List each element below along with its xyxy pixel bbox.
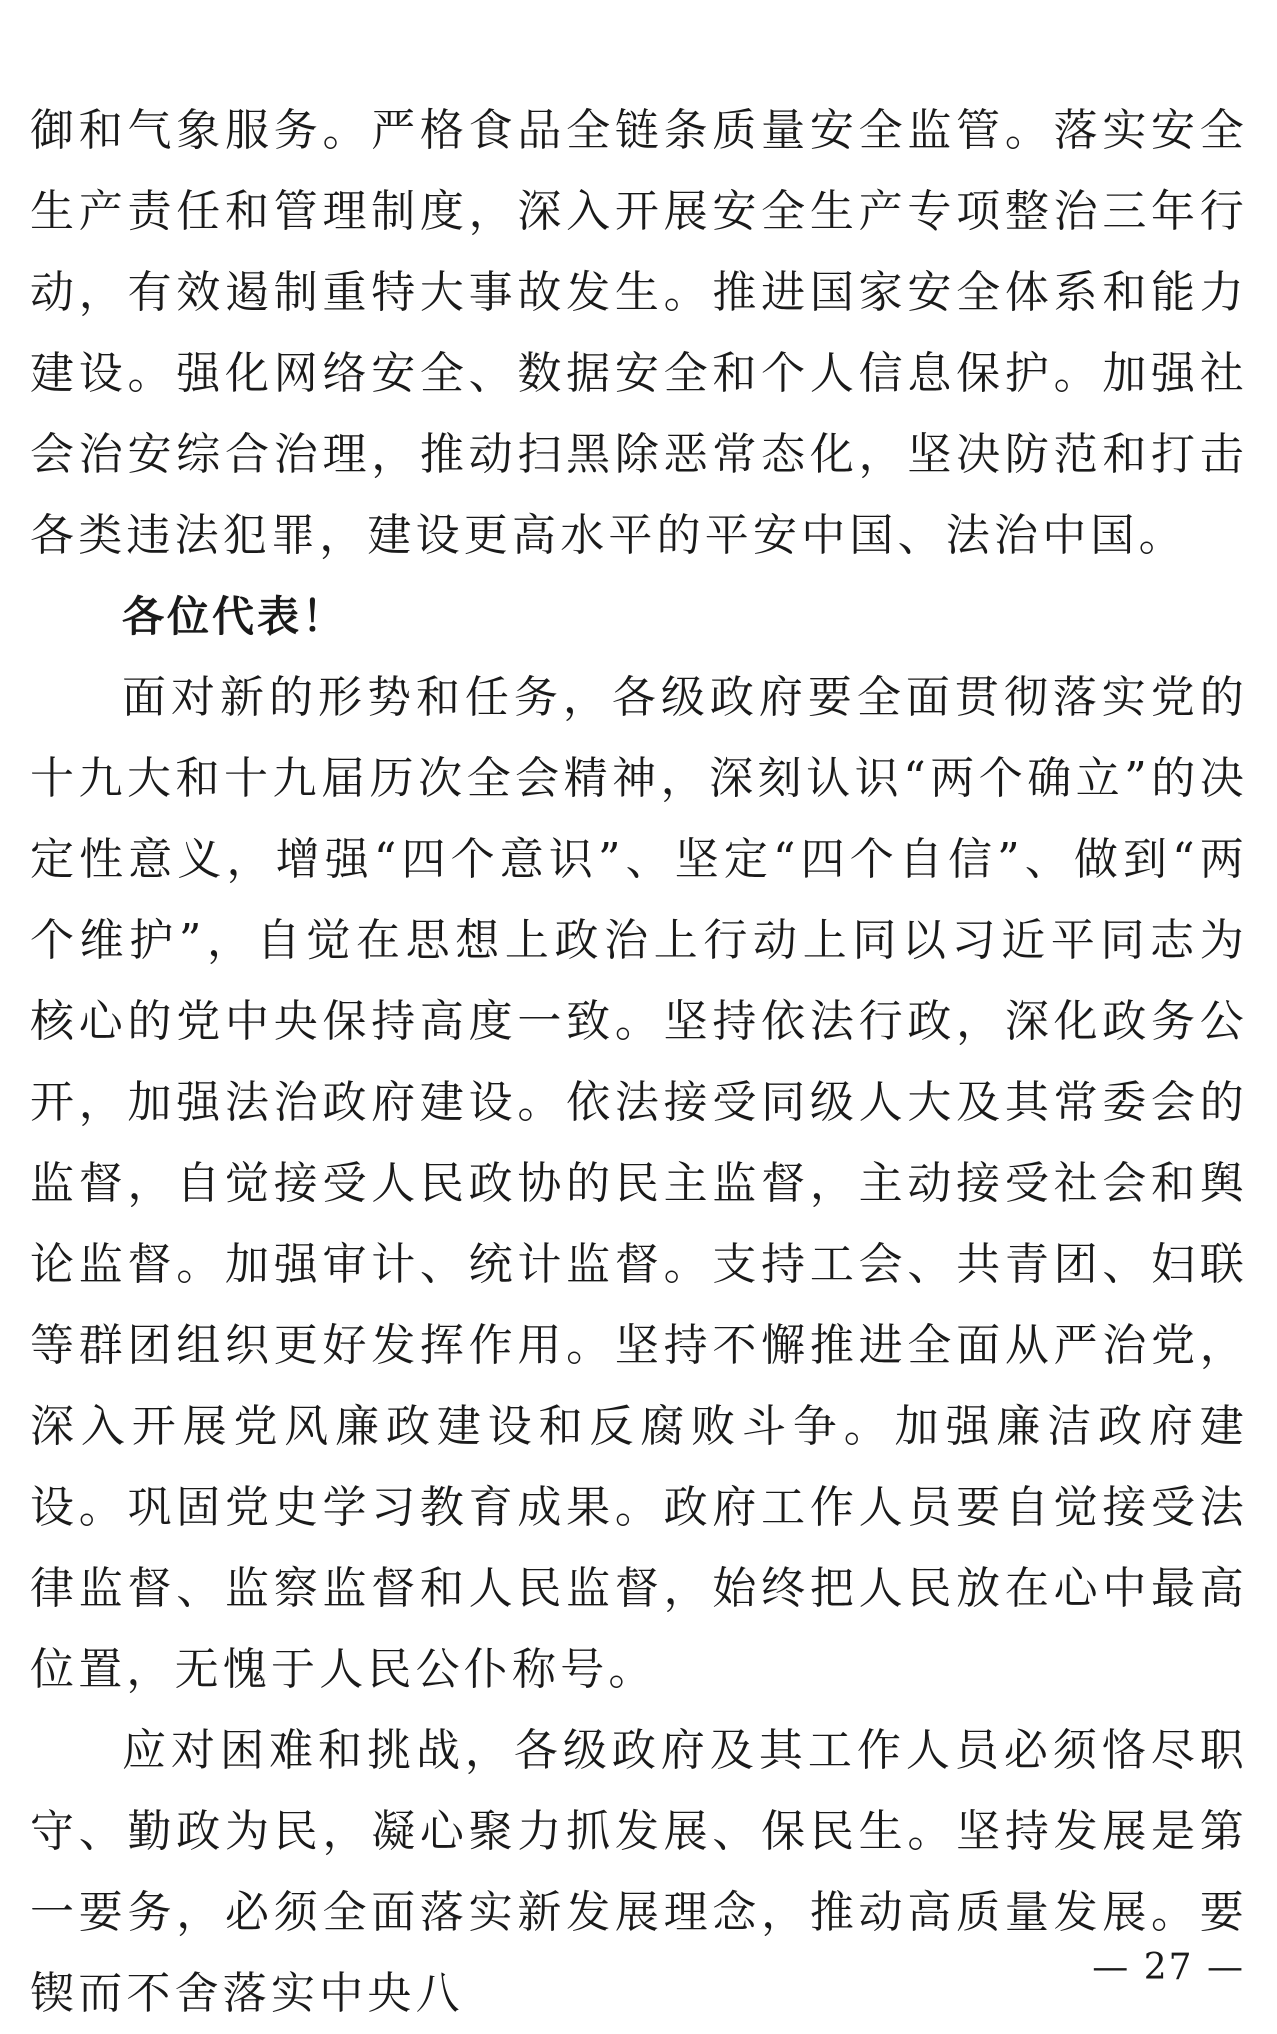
paragraph-tasks: 面对新的形势和任务，各级政府要全面贯彻落实党的十九大和十九届历次全会精神，深刻认识“两个确立”的决定性意义，增强“四个意识”、坚定“四个自信”、做到“两个维护”，自觉在思想上政治上行动上同以习近平同志为核心的党中央保持高度一致。坚持依法行政，深化政务公开，加强法治政府建设。依法接受同级人大及其常委会的监督，自觉接受人民政协的民主监督，主动接受社会和舆论监督。加强审计、统计监督。支持工会、共青团、妇联等群团组织更好发挥作用。坚持不懈推进全面从严治党，深入开展党风廉政建设和反腐败斗争。加强廉洁政府建设。巩固党史学习教育成果。政府工作人员要自觉接受法律监督、监察监督和人民监督，始终把人民放在心中最高位置，无愧于人民公仆称号。 xyxy=(30,672,1248,1695)
page-number: — 27 — xyxy=(1092,1947,1245,1988)
paragraph-continuation: 御和气象服务。严格食品全链条质量安全监管。落实安全生产责任和管理制度，深入开展安全生产专项整治三年行动，有效遏制重特大事故发生。推进国家安全体系和能力建设。强化网络安全、数据安全和个人信息保护。加强社会治安综合治理，推动扫黑除恶常态化，坚决防范和打击各类违法犯罪，建设更高水平的平安中国、法治中国。 xyxy=(30,105,1248,561)
section-heading: 各位代表！ xyxy=(122,592,348,641)
paragraph-challenges: 应对困难和挑战，各级政府及其工作人员必须恪尽职守、勤政为民，凝心聚力抓发展、保民生。坚持发展是第一要务，必须全面落实新发展理念，推动高质量发展。要锲而不舍落实中央八 xyxy=(30,1725,1248,2019)
document-page xyxy=(30,90,1248,2034)
